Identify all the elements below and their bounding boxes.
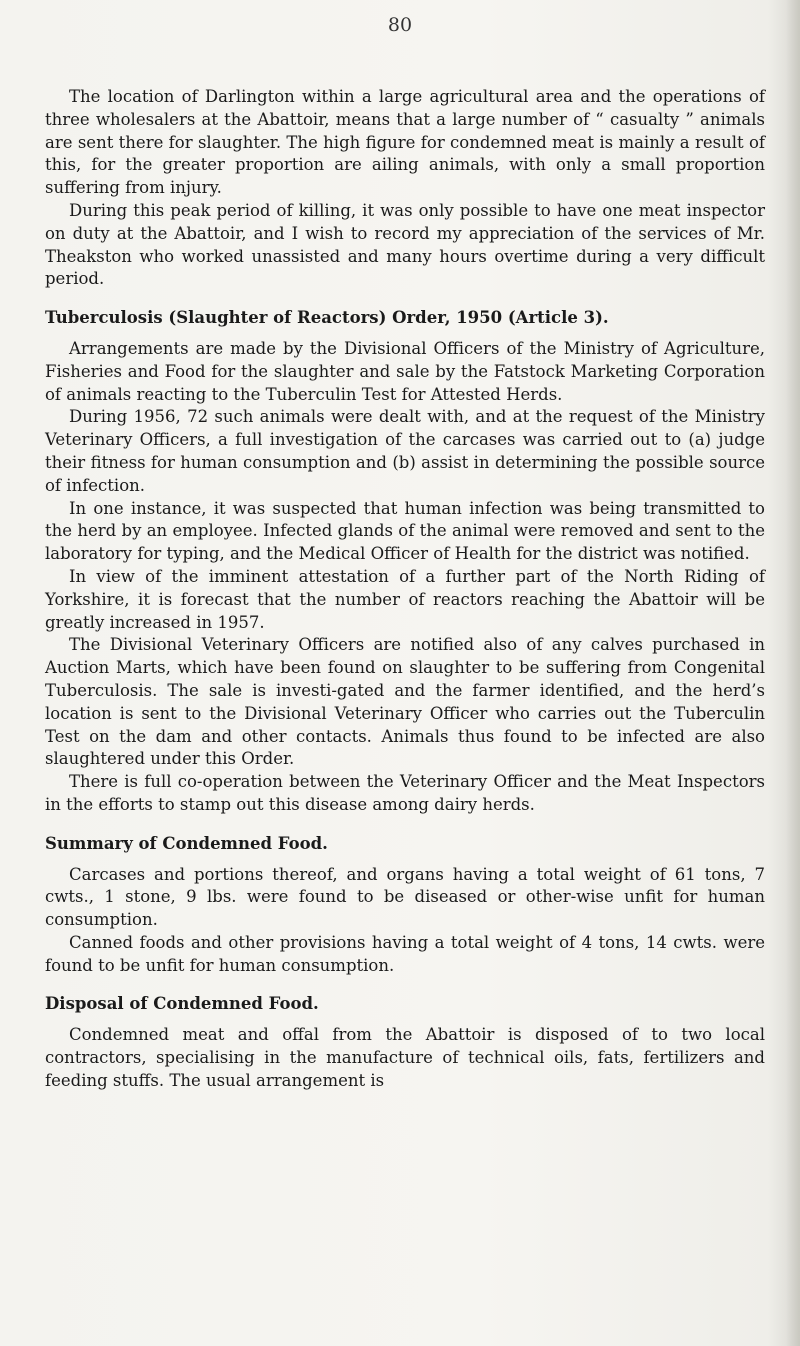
paragraph: Arrangements are made by the Divisional Officers of the Ministry of Agriculture, Fisheries and Food for the slaughter and sale by the Fatstock Marketing Corporation of animals reacting to the Tuberculin Test for Attested Herds.: [45, 338, 765, 404]
paragraph: The Divisional Veterinary Officers are notified also of any calves purchased in Auction Marts, which have been found on slaughter to be suffering from Congenital Tuberculosis. The sale is investi-gated and the farmer identified, and the herd’s location is sent to the Divisional Veterinary Officer who carries out the Tuberculin Test on the dam and other contacts. Animals thus found to be infected are also slaughtered under this Order.: [45, 635, 765, 769]
paragraph: In one instance, it was suspected that human infection was being transmitted to the herd by an employee. Infected glands of the animal were removed and sent to the laboratory for typing, and the Medical Officer of Health for the district was notified.: [45, 498, 765, 564]
section-heading-tuberculosis: Tuberculosis (Slaughter of Reactors) Order, 1950 (Article 3).: [45, 308, 609, 328]
paragraph: There is full co-operation between the Veterinary Officer and the Meat Inspectors in the efforts to stamp out this disease among dairy herds.: [45, 772, 765, 814]
section-heading-summary: Summary of Condemned Food.: [45, 833, 328, 853]
paragraph: During this peak period of killing, it was only possible to have one meat inspector on duty at the Abattoir, and I wish to record my appreciation of the services of Mr. Theakston who worked unassisted and many hours overtime during a very difficult period.: [45, 200, 765, 289]
page-edge-shadow: [786, 0, 800, 1346]
section-heading-disposal: Disposal of Condemned Food.: [45, 994, 319, 1014]
paragraph: Carcases and portions thereof, and organs having a total weight of 61 tons, 7 cwts., 1 stone, 9 lbs. were found to be diseased or other-wise unfit for human consumption.: [45, 864, 765, 930]
page-number: 80: [387, 14, 413, 36]
paragraph: During 1956, 72 such animals were dealt with, and at the request of the Ministry Veterinary Officers, a full investigation of the carcases was carried out to (a) judge their fitness for human consumption and (b) assist in determining the possible source of infection.: [45, 407, 765, 495]
paragraph: Condemned meat and offal from the Abattoir is disposed of to two local contractors, specialising in the manufacture of technical oils, fats, fertilizers and feeding stuffs. The usual arrangement is: [45, 1025, 765, 1090]
paragraph: In view of the imminent attestation of a further part of the North Riding of Yorkshire, it is forecast that the number of reactors reaching the Abattoir will be greatly increased in 1957.: [45, 566, 765, 632]
paragraph: Canned foods and other provisions having a total weight of 4 tons, 14 cwts. were found to be unfit for human consumption.: [45, 932, 765, 975]
page-body: [45, 86, 765, 1093]
paragraph: The location of Darlington within a large agricultural area and the operations of three wholesalers at the Abattoir, means that a large number of “ casualty ” animals are sent there for slaughter. The high figure for condemned meat is mainly a result of this, for the greater proportion are ailing animals, with only a small proportion suffering from injury.: [45, 87, 765, 198]
